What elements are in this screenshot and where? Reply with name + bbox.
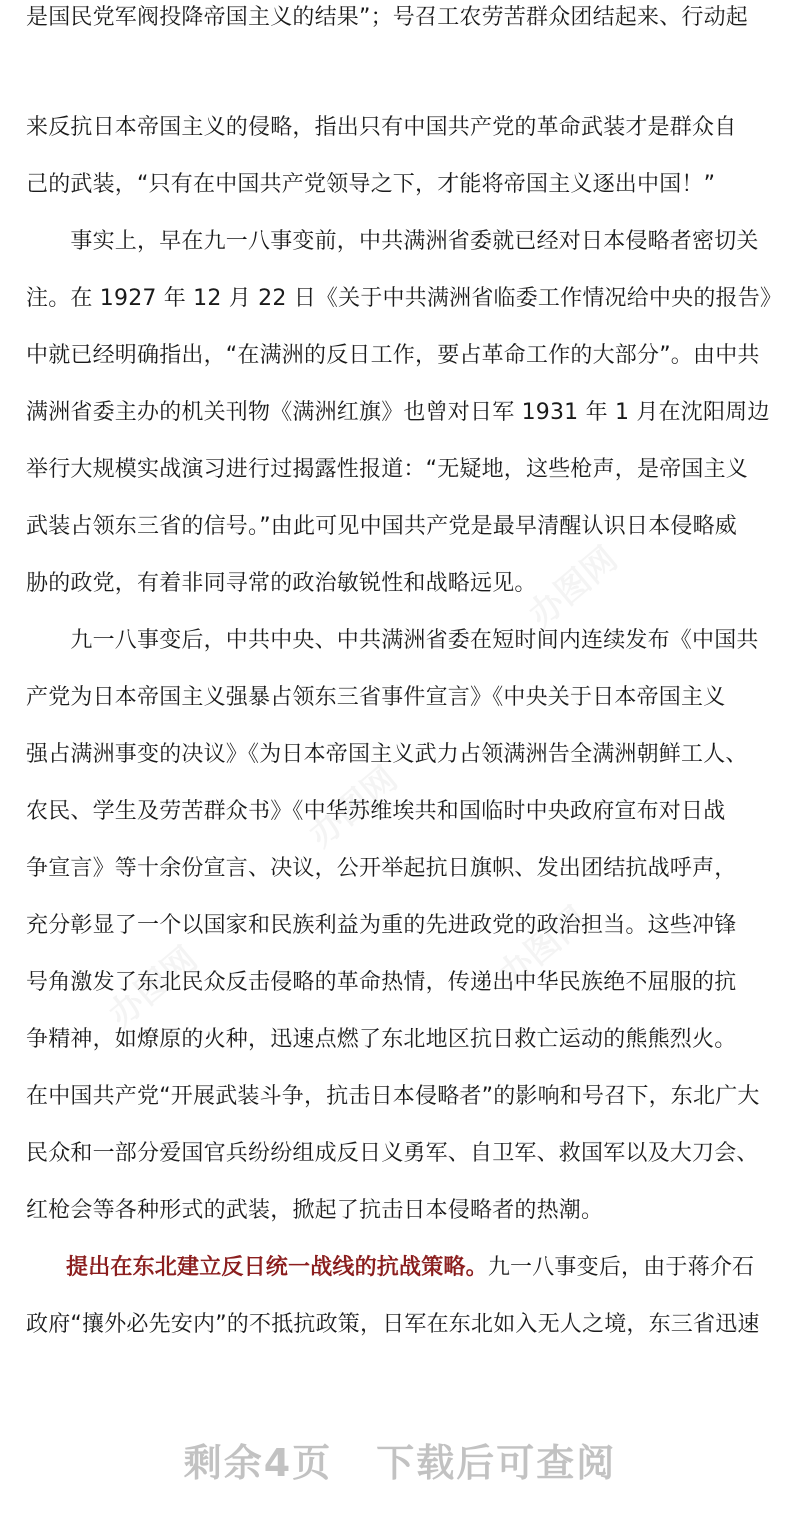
- text-line: 民众和一部分爱国官兵纷纷组成反日义勇军、自卫军、救国军以及大刀会、: [26, 1141, 759, 1166]
- text-line: 己的武装，“只有在中国共产党领导之下，才能将帝国主义逐出中国！”: [26, 172, 716, 197]
- download-to-view-label: 下载后可查阅: [376, 1441, 617, 1485]
- text-line: 政府“攘外必先安内”的不抵抗政策，日军在东北如入无人之境，东三省迅速: [26, 1312, 760, 1337]
- text-line: 武装占领东三省的信号。”由此可见中国共产党是最早清醒认识日本侵略威: [26, 514, 737, 539]
- text-line: 举行大规模实战演习进行过揭露性报道：“无疑地，这些枪声，是帝国主义: [26, 457, 748, 482]
- text-line: 胁的政党，有着非同寻常的政治敏锐性和战略远见。: [26, 571, 537, 596]
- remaining-pages-label: 剩余4页: [183, 1441, 333, 1485]
- section-heading-line: [26, 1254, 778, 1282]
- text-line: 强占满洲事变的决议》《为日本帝国主义武力占领满洲告全满洲朝鲜工人、: [26, 742, 748, 767]
- text-line: 注。在 1927 年 12 月 22 日《关于中共满洲省临委工作情况给中央的报告》: [26, 286, 783, 311]
- text-line: 争精神，如燎原的火种，迅速点燃了东北地区抗日救亡运动的熊熊烈火。: [26, 1027, 737, 1052]
- paragraph-start: 九一八事变后，中共中央、中共满洲省委在短时间内连续发布《中国共: [26, 628, 759, 653]
- text-line: 农民、学生及劳苦群众书》《中华苏维埃共和国临时中央政府宣布对日战: [26, 799, 726, 824]
- heading-continuation: 九一八事变后，由于蒋介石: [487, 1255, 755, 1280]
- text-line: 来反抗日本帝国主义的侵略，指出只有中国共产党的革命武装才是群众自: [26, 115, 737, 140]
- text-line: 中就已经明确指出，“在满洲的反日工作，要占革命工作的大部分”。由中共: [26, 343, 760, 368]
- download-prompt[interactable]: [0, 1432, 800, 1487]
- section-heading: 提出在东北建立反日统一战线的抗战策略。: [66, 1255, 488, 1280]
- text-line: 在中国共产党“开展武装斗争，抗击日本侵略者”的影响和号召下，东北广大: [26, 1084, 760, 1109]
- text-line: 红枪会等各种形式的武装，掀起了抗击日本侵略者的热潮。: [26, 1198, 604, 1223]
- text-line: 满洲省委主办的机关刊物《满洲红旗》也曾对日军 1931 年 1 月在沈阳周边: [26, 400, 770, 425]
- text-line: 是国民党军阀投降帝国主义的结果”；号召工农劳苦群众团结起来、行动起: [26, 5, 748, 30]
- text-line: 号角激发了东北民众反击侵略的革命热情，传递出中华民族绝不屈服的抗: [26, 970, 737, 995]
- text-line: 充分彰显了一个以国家和民族利益为重的先进政党的政治担当。这些冲锋: [26, 913, 737, 938]
- text-line: 争宣言》等十余份宣言、决议，公开举起抗日旗帜、发出团结抗战呼声，: [26, 856, 737, 881]
- text-line: 产党为日本帝国主义强暴占领东三省事件宣言》《中央关于日本帝国主义: [26, 685, 726, 710]
- paragraph-start: 事实上，早在九一八事变前，中共满洲省委就已经对日本侵略者密切关: [26, 229, 759, 254]
